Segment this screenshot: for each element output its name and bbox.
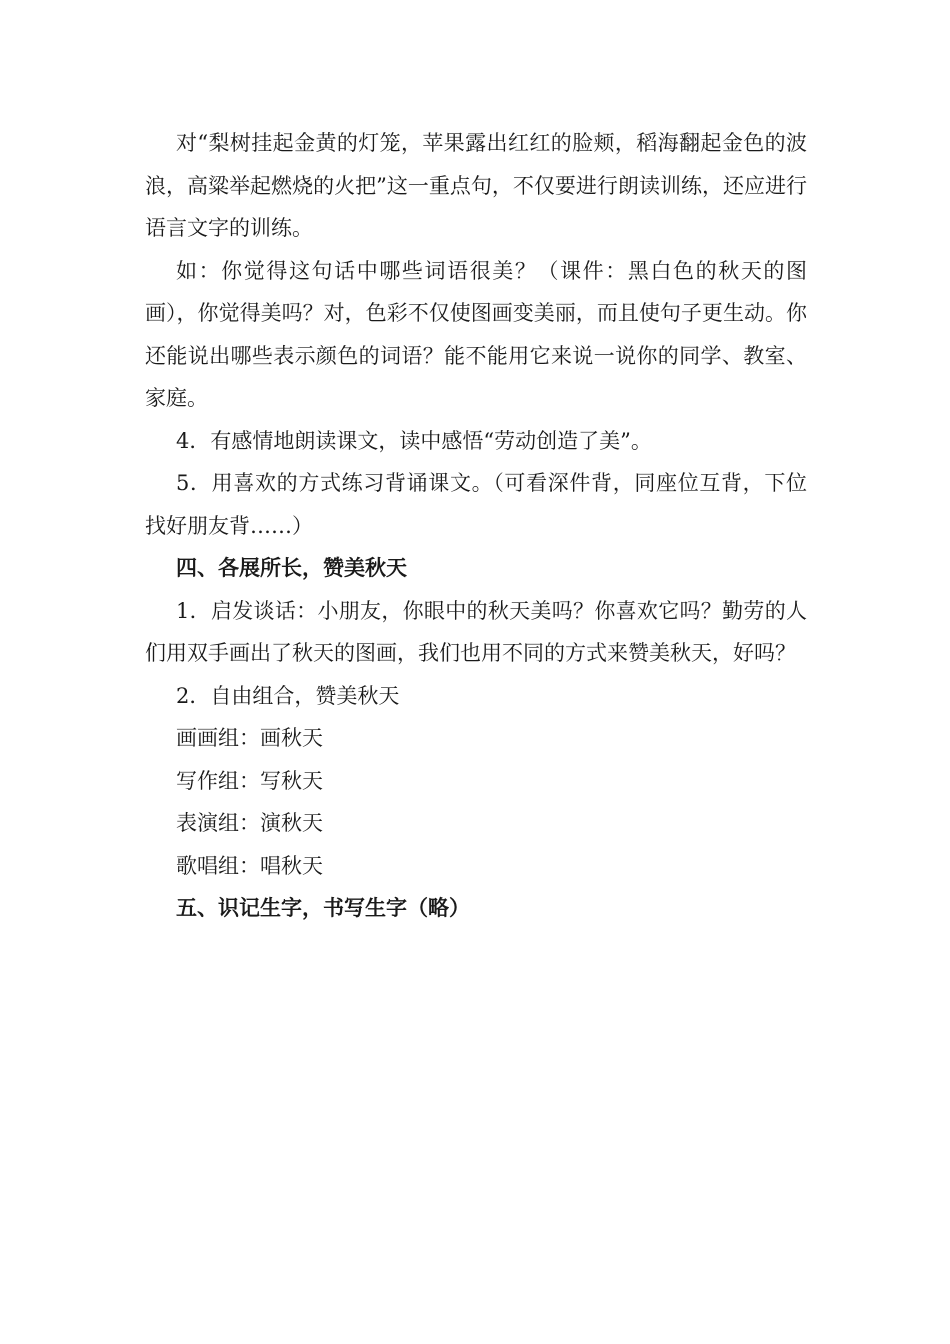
paragraph-example-question: 如：你觉得这句话中哪些词语很美？（课件：黑白色的秋天的图画），你觉得美吗？对，色彩不仅使图画变美丽，而且使句子更生动。你还能说出哪些表示颜色的词语？能不能用它来说一说你的同学、教室、家庭。 (145, 258, 807, 410)
list-item-singing-group: 歌唱组：唱秋天 (176, 853, 323, 878)
section-heading-5: 五、识记生字，书写生字（略） (176, 895, 470, 920)
paragraph-step-5: 5．用喜欢的方式练习背诵课文。（可看深件背，同座位互背，下位找好朋友背……） (145, 471, 807, 538)
section-heading-4: 四、各展所长，赞美秋天 (176, 555, 407, 580)
paragraph-step-1: 1．启发谈话：小朋友，你眼中的秋天美吗？你喜欢它吗？勤劳的人们用双手画出了秋天的图画，我们也用不同的方式来赞美秋天，好吗？ (145, 598, 807, 665)
paragraph-step-2: 2．自由组合，赞美秋天 (176, 683, 400, 708)
paragraph-step-4: 4．有感情地朗读课文，读中感悟“劳动创造了美”。 (176, 428, 652, 453)
document-body (145, 122, 807, 930)
list-item-drawing-group: 画画组：画秋天 (176, 726, 323, 750)
paragraph-key-sentence: 对“梨树挂起金黄的灯笼，苹果露出红红的脸颊，稻海翻起金色的波浪，高粱举起燃烧的火把”这一重点句，不仅要进行朗读训练，还应进行语言文字的训练。 (145, 131, 807, 240)
list-item-writing-group: 写作组：写秋天 (176, 768, 323, 793)
list-item-acting-group: 表演组：演秋天 (176, 811, 323, 835)
